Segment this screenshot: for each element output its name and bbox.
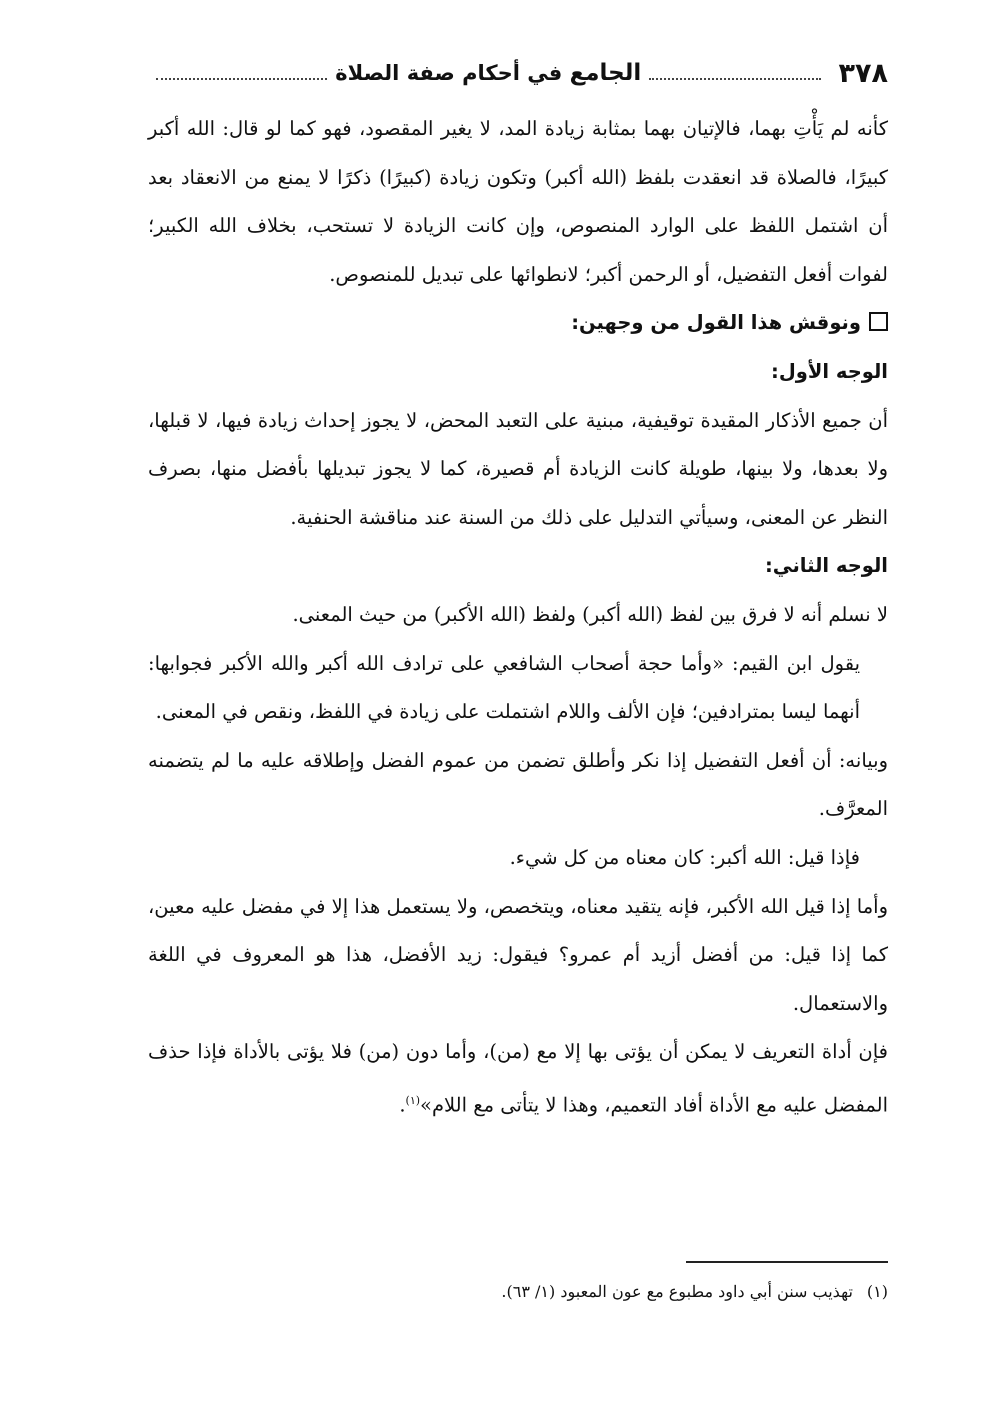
paragraph-3: لا نسلم أنه لا فرق بين لفظ (الله أكبر) ولفظ (الله الأكبر) من حيث المعنى. xyxy=(292,602,888,626)
first-aspect-heading: الوجه الأول: xyxy=(771,359,888,383)
page-number: ٣٧٨ xyxy=(838,57,888,89)
footnote-number: (١) xyxy=(866,1282,888,1301)
header-dot-leader-right xyxy=(649,78,820,80)
paragraph-6: فإذا قيل: الله أكبر: كان معناه من كل شيء. xyxy=(509,845,860,869)
paragraph-7: وأما إذا قيل الله الأكبر، فإنه يتقيد معناه، ويتخصص، ولا يستعمل هذا إلا في مفضل عليه معين، كما إذا قيل: من أفضل أزيد أم عمرو؟ فيقول: زيد الأفضل، هذا هو المعروف في اللغة والاستعمال. xyxy=(148,894,888,1015)
second-aspect-heading: الوجه الثاني: xyxy=(764,554,888,578)
main-text xyxy=(148,105,888,1130)
paragraph-2: أن جميع الأذكار المقيدة توقيفية، مبنية على التعبد المحض، لا يجوز إحداث زيادة فيها، لا قبلها، ولا بعدها، ولا بينها، طويلة كانت الزيادة أم قصيرة، كما لا يجوز تبديلها بأفضل منها، بصرف النظر عن المعنى، وسيأتي التدليل على ذلك من السنة عند مناقشة الحنفية. xyxy=(148,408,888,529)
book-title-rest: في أحكام صفة الصلاة xyxy=(335,61,563,85)
closing-period: . xyxy=(399,1093,406,1117)
header-dot-leader-left xyxy=(156,78,327,80)
footnote-reference: (١) xyxy=(405,1093,421,1107)
discussion-heading-text: ونوقش هذا القول من وجهين: xyxy=(571,311,861,335)
paragraph-4: يقول ابن القيم: «وأما حجة أصحاب الشافعي على ترادف الله أكبر والله الأكبر فجوابها: أنهما ليسا بمترادفين؛ فإن الألف واللام اشتملت على زيادة في اللفظ، ونقص في المعنى. xyxy=(148,651,860,724)
paragraph-8-text: فإن أداة التعريف لا يمكن أن يؤتى بها إلا مع (من)، وأما دون (من) فلا يؤتى بالأداة فإذا حذف المفضل عليه مع الأداة أفاد التعميم، وهذا لا يتأتى مع اللام» xyxy=(148,1040,888,1117)
footnote xyxy=(148,1277,888,1307)
paragraph-1: كأنه لم يَأْتِ بهما، فالإتيان بهما بمثابة زيادة المد، لا يغير المقصود، فهو كما لو قال: الله أكبر كبيرًا، فالصلاة قد انعقدت بلفظ (الله أكبر) وتكون زيادة (كبيرًا) ذكرًا لا يمنع من الانعقاد بعد أن اشتمل اللفظ على الوارد المنصوص، وإن كانت الزيادة لا تستحب، بخلاف الله الكبير؛ لفوات أفعل التفضيل، أو الرحمن أكبر؛ لانطوائها على تبديل للمنصوص. xyxy=(148,117,888,286)
discussion-heading xyxy=(148,299,888,348)
running-header xyxy=(148,52,888,94)
book-title-main: الجامع xyxy=(569,60,642,86)
book-title xyxy=(335,60,641,86)
paragraph-5: وبيانه: أن أفعل التفضيل إذا نكر وأطلق تضمن من عموم الفضل وإطلاقه عليه ما لم يتضمنه المعرَّف. xyxy=(148,748,888,821)
footnote-text: تهذيب سنن أبي داود مطبوع مع عون المعبود (١/ ٦٣). xyxy=(501,1282,853,1301)
checkbox-icon xyxy=(869,312,888,331)
paragraph-8 xyxy=(148,1028,888,1130)
footnote-separator xyxy=(686,1261,888,1263)
